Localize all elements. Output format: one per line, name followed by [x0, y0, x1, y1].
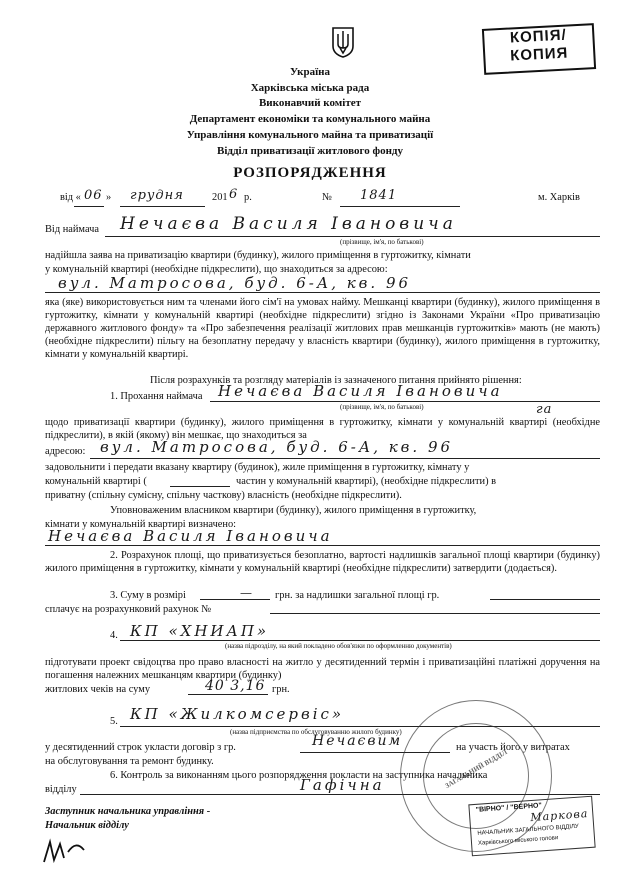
- p1-line2: у комунальній квартирі (необхідне підкреслити), що знаходиться за адресою:: [45, 264, 388, 275]
- item1-text-b2: комунальній квартирі (: [45, 476, 147, 487]
- item1-label: 1. Прохання наймача: [110, 391, 203, 402]
- item5-text-a2: на участь його у витратах: [456, 742, 570, 753]
- item6-line2: відділу: [45, 784, 77, 795]
- owner-underline: [45, 545, 600, 546]
- signature-image: [40, 836, 90, 866]
- item4-text-b: житлових чеків на суму: [45, 684, 151, 695]
- item3-name-underline: [490, 599, 600, 600]
- header-council: Харківська міська рада: [250, 82, 370, 94]
- item1-name: Нечаєва Василя Івановича: [218, 382, 503, 400]
- owner-name: Нечаєва Василя Івановича: [48, 527, 333, 545]
- p1-line1: надійшла заява на приватизацію квартири (будинку), жилого приміщення в гуртожитку, кімнати: [45, 250, 471, 261]
- item1-address-label: адресою:: [45, 446, 86, 457]
- owner-line2: кімнати у комунальній квартирі визначено:: [45, 519, 237, 530]
- item4-caption: (назва підрозділу, на який покладено обов'язки по оформленню документів): [225, 642, 452, 650]
- item6-name: Гафічна: [300, 776, 385, 794]
- item6-line1: 6. Контроль за виконанням цього розпорядження покласти на заступника начальника: [110, 770, 488, 781]
- stamp-line4: Харківського міського голови: [477, 835, 559, 847]
- document-number: 1841: [360, 188, 398, 203]
- item1-address-underline: [90, 458, 600, 459]
- number-underline: [340, 206, 460, 207]
- item3-text-b: грн. за надлишки загальної площі гр.: [275, 590, 440, 601]
- item3-sum-underline: [200, 599, 270, 600]
- item4-underline: [120, 640, 600, 641]
- item5-caption: (назва підприємства по обслуговуванню жилого будинку): [230, 728, 402, 736]
- employer-label: Від наймача: [45, 224, 99, 235]
- stamp-line3: НАЧАЛЬНИК ЗАГАЛЬНОГО ВІДДІЛУ: [477, 823, 579, 837]
- item1-text-b1: задовольнити і передати вказану квартиру (будинок), жиле приміщення в гуртожитку, кімнату у: [45, 462, 470, 473]
- item5-text-b: на обслуговування та ремонт будинку.: [45, 756, 214, 767]
- trident-emblem-icon: [331, 26, 355, 58]
- header-division: Відділ приватизації житлового фонду: [216, 145, 403, 157]
- item1-text-b2b: частин у комунальній квартирі), (необхідне підкреслити) в: [236, 476, 497, 487]
- item4-currency: грн.: [272, 684, 290, 695]
- date-prefix: від «: [60, 192, 81, 203]
- copy-stamp-line1: КОПІЯ/: [509, 26, 568, 47]
- header-committee: Виконавчий комітет: [258, 97, 362, 109]
- p2-text: яка (яке) використовується ним та членами його сім'ї на умовах найму. Мешканці квартири (будинку), жилого приміщення в гуртожитку, кімнати у комунальній квартирі (необхідне підкреслити) згідно із Законами України «Про приватизацію державного житлового фонду» та «Про забезпечення реалізації житлових прав мешканців гуртожитків» мають (не мають) (необхідне підкреслити) пільгу на безоплатну передачу у власність квартири (будинку), жилого приміщення в гуртожитку, кімнати у комунальній квартирі.: [45, 297, 600, 360]
- employer-caption: (прізвище, ім'я, по батькові): [340, 238, 424, 246]
- owner-line1: Уповноваженим власником квартири (будинку), жилого приміщення в гуртожитку,: [110, 505, 477, 516]
- address-handwritten: вул. Матросова, буд. 6-А, кв. 96: [58, 274, 412, 292]
- item3-text-c: сплачує на розрахунковий рахунок №: [45, 604, 212, 615]
- item3-sum: —: [240, 586, 253, 600]
- city: м. Харків: [538, 192, 580, 203]
- seal-text: ЗАГАЛЬНИЙ ВІДДІЛ: [443, 747, 509, 791]
- item4-text-a: підготувати проект свідоцтва про право власності на житло у десятиденний термін і приватизаційні платіжні доручення на погашення належних мешканцям квартири (будинку): [45, 657, 600, 681]
- date-year-suffix: р.: [244, 192, 252, 203]
- item5-label: 5.: [110, 716, 118, 727]
- item4-sum: 40 3,16: [205, 678, 266, 694]
- item1-address: вул. Матросова, буд. 6-А, кв. 96: [100, 438, 454, 456]
- header-department: Департамент економіки та комунального майна: [189, 113, 431, 125]
- item3-text-a: 3. Суму в розмірі: [110, 590, 186, 601]
- copy-stamp-line2: КОПИЯ: [509, 44, 569, 65]
- date-year-digit: 6: [229, 187, 239, 202]
- item1-text-a: щодо приватизації квартири (будинку), жилого приміщення в гуртожитку, кімнати у комунальній квартирі (необхідне підкреслити), в якій (якому) він мешкає, що знаходиться за: [45, 417, 600, 441]
- number-label: №: [322, 192, 332, 203]
- signer-line2: Начальник відділу: [45, 820, 129, 831]
- document-title: РОЗПОРЯДЖЕННЯ: [233, 165, 387, 181]
- item5-value: КП «Жилкомсервіс»: [130, 705, 345, 723]
- signer-line1: Заступник начальника управління -: [45, 806, 211, 817]
- item1-text-b3: приватну (спільну сумісну, спільну часткову) власність (необхідне підкреслити).: [45, 490, 402, 501]
- parts-blank: [170, 486, 230, 487]
- day-underline: [74, 206, 104, 207]
- employer-underline: [105, 236, 600, 237]
- date-year-prefix: 201: [212, 192, 228, 203]
- item4-sum-underline: [188, 694, 268, 695]
- item2-text: 2. Розрахунок площі, що приватизується безоплатно, вартості надлишків загальної площі квартири (будинку) жилого приміщення в гуртожитку, кімнати у комунальній квартирі (необхідне підкреслити) затвердити (додається).: [45, 550, 600, 574]
- item3-account-underline: [270, 613, 600, 614]
- date-day: 06: [84, 188, 103, 203]
- item4-label: 4.: [110, 630, 118, 641]
- date-month: грудня: [130, 188, 184, 203]
- item5-text-a: у десятиденний строк укласти договір з гр.: [45, 742, 236, 753]
- stamp-line1: "ВІРНО" / "ВЕРНО": [475, 802, 543, 814]
- date-mid: »: [106, 192, 112, 203]
- verified-stamp: [468, 796, 595, 857]
- item5-name: Нечаєвим: [312, 733, 403, 749]
- stamp-signer: Маркова: [529, 807, 589, 825]
- employer-name: Нечаєва Василя Івановича: [120, 214, 457, 234]
- header-directorate: Управління комунального майна та приватизації: [186, 129, 434, 141]
- item1-caption: (прізвище, ім'я, по батькові): [340, 403, 424, 411]
- address-underline: [45, 292, 600, 293]
- month-underline: [120, 206, 205, 207]
- item4-value: КП «ХНИАП»: [130, 622, 270, 640]
- date-row: [60, 187, 600, 206]
- item1-correction: га: [536, 402, 553, 417]
- p3-text: Після розрахунків та розгляду матеріалів із зазначеного питання прийнято рішення:: [150, 375, 522, 386]
- header-country: Україна: [289, 66, 331, 78]
